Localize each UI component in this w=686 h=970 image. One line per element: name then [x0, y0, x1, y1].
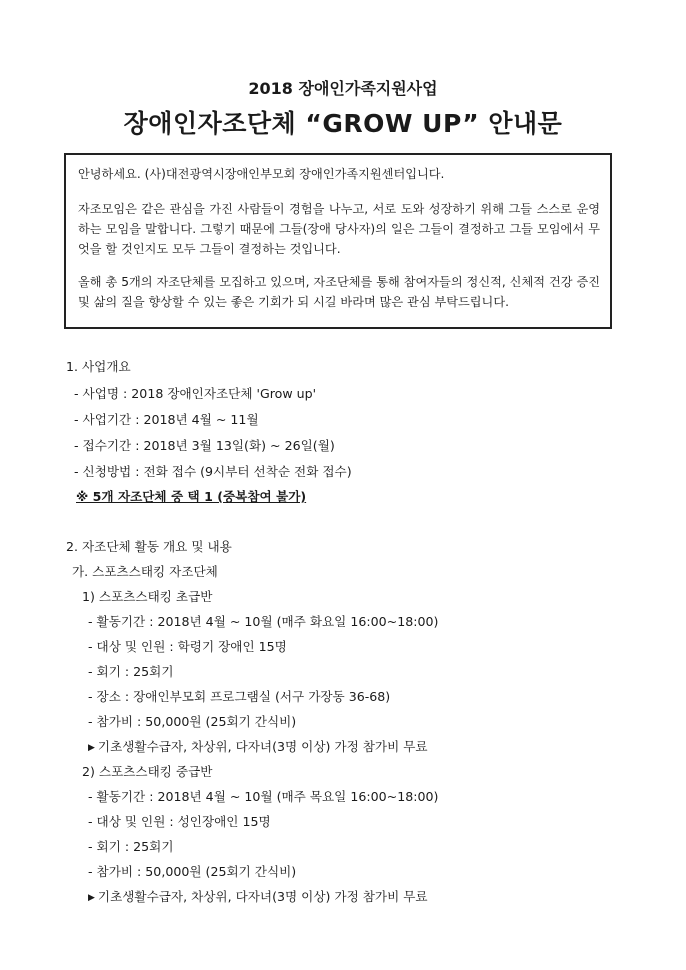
class2-item-target: - 대상 및 인원 : 성인장애인 15명	[88, 814, 271, 829]
intro-box	[64, 153, 612, 329]
class2-fee-note-text: 기초생활수급자, 차상위, 다자녀(3명 이상) 가정 참가비 무료	[97, 889, 428, 904]
class2-item-fee: - 참가비 : 50,000원 (25회기 간식비)	[88, 864, 297, 879]
class2-title: 2) 스포츠스태킹 중급반	[82, 764, 213, 779]
triangle-bullet-icon: ▶	[88, 893, 95, 903]
class1-item-target: - 대상 및 인원 : 학령기 장애인 15명	[88, 639, 287, 654]
section1-item-method: - 신청방법 : 전화 접수 (9시부터 선착순 전화 접수)	[74, 464, 352, 479]
class1-item-fee: - 참가비 : 50,000원 (25회기 간식비)	[88, 714, 297, 729]
section1-item-name: - 사업명 : 2018 장애인자조단체 'Grow up'	[74, 386, 317, 401]
section2-group-title: 가. 스포츠스태킹 자조단체	[72, 564, 218, 579]
class1-item-period: - 활동기간 : 2018년 4월 ~ 10월 (매주 화요일 16:00~18:00)	[88, 614, 439, 629]
intro-paragraph-selfhelp: 자조모임은 같은 관심을 가진 사람들이 경험을 나누고, 서로 도와 성장하기 위해 그들 스스로 운영하는 모임을 말합니다. 그렇기 때문에 그들(장애 당사자)의 일은 그들이 결정하고 그들 모임에서 무엇을 할 것인지도 모두 그들이 결정하는 것입니다.	[78, 202, 600, 256]
class1-item-sessions: - 회기 : 25회기	[88, 664, 174, 679]
section1-item-period: - 사업기간 : 2018년 4월 ~ 11월	[74, 412, 259, 427]
section1-item-registration: - 접수기간 : 2018년 3월 13일(화) ~ 26일(월)	[74, 438, 335, 453]
class1-fee-note-text: 기초생활수급자, 차상위, 다자녀(3명 이상) 가정 참가비 무료	[97, 739, 428, 754]
class1-title: 1) 스포츠스태킹 초급반	[82, 589, 213, 604]
class2-item-period: - 활동기간 : 2018년 4월 ~ 10월 (매주 목요일 16:00~18:00)	[88, 789, 439, 804]
intro-greeting: 안녕하세요. (사)대전광역시장애인부모회 장애인가족지원센터입니다.	[78, 167, 445, 181]
class2-item-sessions: - 회기 : 25회기	[88, 839, 174, 854]
class2-fee-note	[88, 886, 428, 905]
class1-fee-note	[88, 736, 428, 755]
document-subtitle: 2018 장애인가족지원사업	[248, 79, 438, 98]
intro-paragraph-recruit: 올해 총 5개의 자조단체를 모집하고 있으며, 자조단체를 통해 참여자들의 정신적, 신체적 건강 증진 및 삶의 질을 향상할 수 있는 좋은 기회가 되 시길 바라며 많은 관심 부탁드립니다.	[78, 275, 600, 309]
triangle-bullet-icon: ▶	[88, 743, 95, 753]
section1-note: ※ 5개 자조단체 중 택 1 (중복참여 불가)	[76, 489, 307, 504]
class1-item-location: - 장소 : 장애인부모회 프로그램실 (서구 가장동 36-68)	[88, 689, 391, 704]
section2-heading: 2. 자조단체 활동 개요 및 내용	[66, 539, 232, 554]
document-title: 장애인자조단체 “GROW UP” 안내문	[123, 109, 563, 138]
section1-heading: 1. 사업개요	[66, 359, 131, 374]
